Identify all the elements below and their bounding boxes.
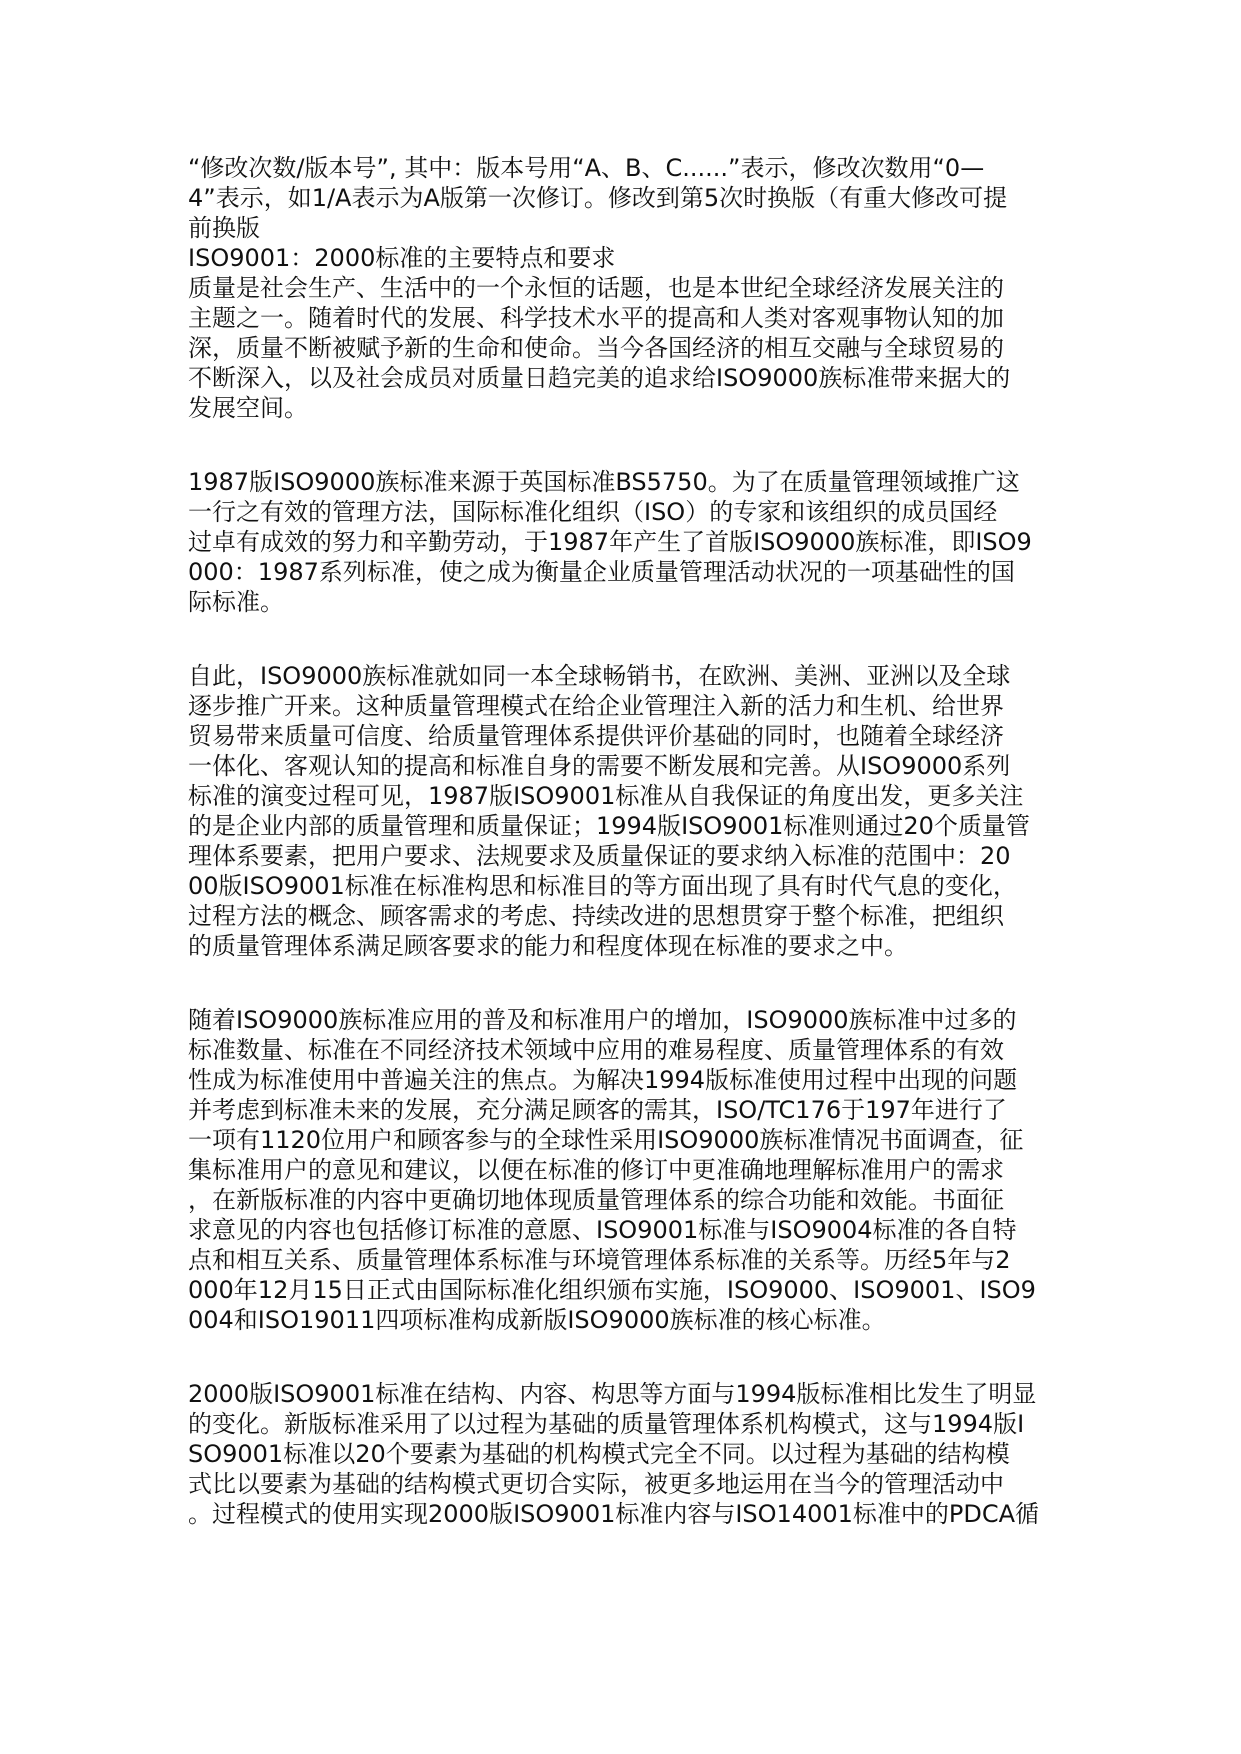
text-line: 过卓有成效的努力和辛勤劳动，于1987年产生了首版ISO9000族标准，即ISO9 <box>188 528 1032 556</box>
text-line: 并考虑到标准未来的发展，充分满足顾客的需其，ISO/TC176于197年进行了 <box>188 1096 1007 1124</box>
text-line: 000：1987系列标准，使之成为衡量企业质量管理活动状况的一项基础性的国 <box>188 558 1015 586</box>
text-line: 求意见的内容也包括修订标准的意愿、ISO9001标准与ISO9004标准的各自特 <box>188 1216 1017 1244</box>
paragraph-gap <box>188 617 1058 661</box>
text-line: 前换版 <box>188 214 260 242</box>
text-line: 的是企业内部的质量管理和质量保证；1994版ISO9001标准则通过20个质量管 <box>188 812 1030 840</box>
text-line: 贸易带来质量可信度、给质量管理体系提供评价基础的同时，也随着全球经济 <box>188 722 1004 750</box>
text-line: 集标准用户的意见和建议，以便在标准的修订中更准确地理解标准用户的需求 <box>188 1156 1004 1184</box>
text-line: 的质量管理体系满足顾客要求的能力和程度体现在标准的要求之中。 <box>188 932 908 960</box>
text-line: SO9001标准以20个要素为基础的机构模式完全不同。以过程为基础的结构模 <box>188 1440 1010 1468</box>
text-line: 的变化。新版标准采用了以过程为基础的质量管理体系机构模式，这与1994版I <box>188 1410 1025 1438</box>
paragraph <box>188 273 1058 423</box>
text-line: 逐步推广开来。这种质量管理模式在给企业管理注入新的活力和生机、给世界 <box>188 692 1004 720</box>
document-body <box>188 153 1058 1529</box>
text-line: “修改次数/版本号”, 其中：版本号用“A、B、C......”表示，修改次数用“0— <box>188 154 985 182</box>
text-line: 000年12月15日正式由国际标准化组织颁布实施，ISO9000、ISO9001、ISO9 <box>188 1276 1036 1304</box>
text-line: 004和ISO19011四项标准构成新版ISO9000族标准的核心标准。 <box>188 1306 886 1334</box>
text-line: 随着ISO9000族标准应用的普及和标准用户的增加，ISO9000族标准中过多的 <box>188 1006 1017 1034</box>
text-line: 4”表示，如1/A表示为A版第一次修订。修改到第5次时换版（有重大修改可提 <box>188 184 1008 212</box>
intro-block <box>188 153 1058 243</box>
text-line: 发展空间。 <box>188 394 308 422</box>
text-line: 点和相互关系、质量管理体系标准与环境管理体系标准的关系等。历经5年与2 <box>188 1246 1011 1274</box>
text-line: 式比以要素为基础的结构模式更切合实际，被更多地运用在当今的管理活动中 <box>188 1470 1004 1498</box>
text-line: 标准的演变过程可见，1987版ISO9001标准从自我保证的角度出发，更多关注 <box>188 782 1024 810</box>
section-heading: ISO9001：2000标准的主要特点和要求 <box>188 244 616 272</box>
text-line: 过程方法的概念、顾客需求的考虑、持续改进的思想贯穿于整个标准，把组织 <box>188 902 1004 930</box>
paragraph <box>188 1379 1058 1529</box>
text-line: 一项有1120位用户和顾客参与的全球性采用ISO9000族标准情况书面调查，征 <box>188 1126 1024 1154</box>
text-line: 00版ISO9001标准在标准构思和标准目的等方面出现了具有时代气息的变化， <box>188 872 1017 900</box>
text-line: 质量是社会生产、生活中的一个永恒的话题，也是本世纪全球经济发展关注的 <box>188 274 1004 302</box>
paragraph <box>188 661 1058 961</box>
text-line: 。过程模式的使用实现2000版ISO9001标准内容与ISO14001标准中的PDCA循 <box>188 1500 1040 1528</box>
text-line: 1987版ISO9000族标准来源于英国标准BS5750。为了在质量管理领域推广这 <box>188 468 1020 496</box>
paragraph <box>188 467 1058 617</box>
text-line: 主题之一。随着时代的发展、科学技术水平的提高和人类对客观事物认知的加 <box>188 304 1004 332</box>
text-line: 理体系要素，把用户要求、法规要求及质量保证的要求纳入标准的范围中：20 <box>188 842 1011 870</box>
text-line: 一行之有效的管理方法，国际标准化组织（ISO）的专家和该组织的成员国经 <box>188 498 998 526</box>
text-line: 际标准。 <box>188 588 284 616</box>
paragraph-gap <box>188 423 1058 467</box>
text-line: 2000版ISO9001标准在结构、内容、构思等方面与1994版标准相比发生了明显 <box>188 1380 1037 1408</box>
text-line: 一体化、客观认知的提高和标准自身的需要不断发展和完善。从ISO9000系列 <box>188 752 1011 780</box>
paragraph-gap <box>188 1335 1058 1379</box>
paragraph-gap <box>188 961 1058 1005</box>
text-line: 性成为标准使用中普遍关注的焦点。为解决1994版标准使用过程中出现的问题 <box>188 1066 1018 1094</box>
text-line: 自此，ISO9000族标准就如同一本全球畅销书，在欧洲、美洲、亚洲以及全球 <box>188 662 1011 690</box>
paragraph <box>188 1005 1058 1335</box>
text-line: ，在新版标准的内容中更确切地体现质量管理体系的综合功能和效能。书面征 <box>188 1186 1004 1214</box>
text-line: 不断深入，以及社会成员对质量日趋完美的追求给ISO9000族标准带来据大的 <box>188 364 1011 392</box>
text-line: 标准数量、标准在不同经济技术领域中应用的难易程度、质量管理体系的有效 <box>188 1036 1004 1064</box>
text-line: 深，质量不断被赋予新的生命和使命。当今各国经济的相互交融与全球贸易的 <box>188 334 1004 362</box>
